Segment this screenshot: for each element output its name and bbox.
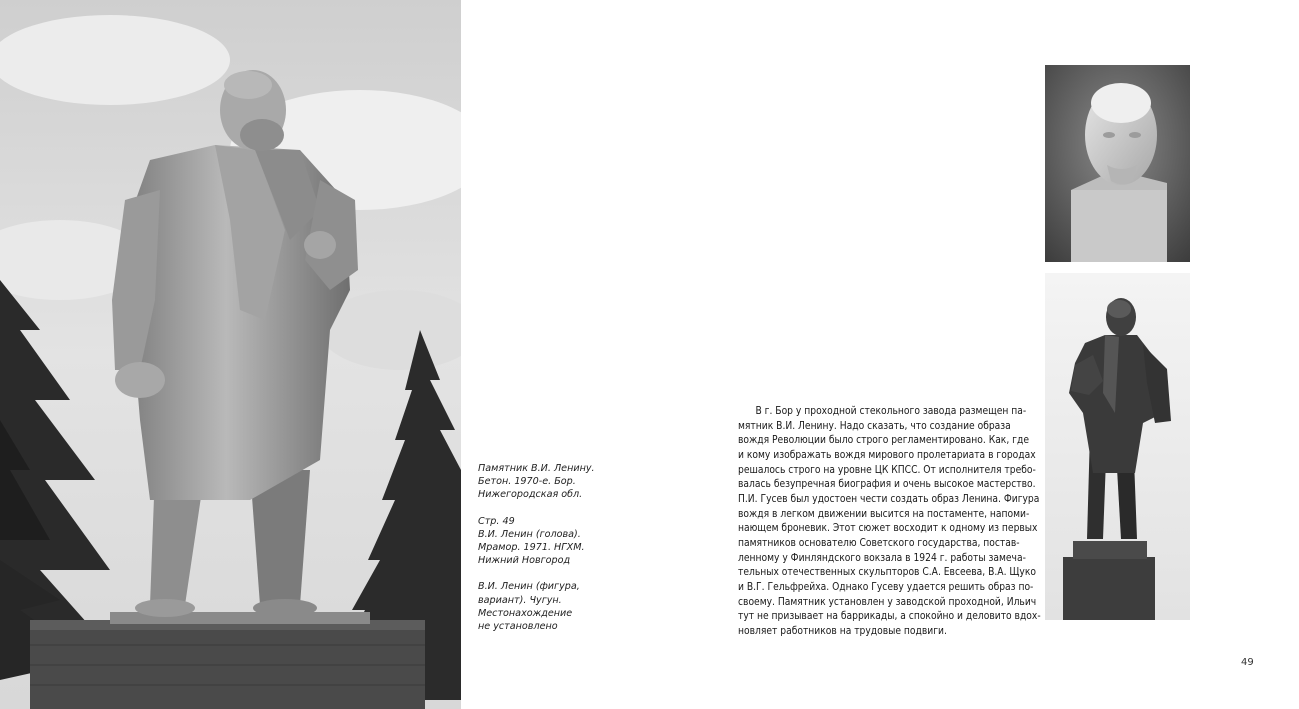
marble-head-photo: [1045, 65, 1190, 262]
caption-line: не установлено: [478, 621, 558, 633]
body-line: своему. Памятник установлен у заводской проходной, Ильич: [738, 596, 1037, 608]
monument-photo: [0, 0, 461, 709]
body-line: тельных отечественных скульпторов С.А. Евсеева, В.А. Щуко: [738, 567, 1036, 579]
caption-line: Местонахождение: [478, 607, 573, 619]
body-line: мятник В.И. Ленину. Надо сказать, что создание образа: [738, 420, 1011, 432]
caption-monument: [478, 462, 628, 502]
body-line: В г. Бор у проходной стекольного завода размещен па-: [738, 406, 1027, 417]
body-line: ленному у Финляндского вокзала в 1924 г. работы замеча-: [738, 552, 1026, 564]
body-line: тут не призывает на баррикады, а спокойно и деловито вдох-: [738, 611, 1041, 623]
body-line: и кому изображать вождя мирового пролетариата в городах: [738, 449, 1036, 461]
caption-line: Нижний Новгород: [478, 555, 571, 567]
body-text: [738, 405, 1041, 640]
body-line: валась безупречная биография и очень высокое мастерство.: [738, 479, 1036, 491]
body-line: вождя в легком движении высится на постаменте, напоми-: [738, 508, 1030, 520]
caption-line: Нижегородская обл.: [478, 489, 583, 501]
caption-line: Памятник В.И. Ленину.: [478, 463, 595, 474]
caption-line: Бетон. 1970-е. Бор.: [478, 476, 576, 488]
body-line: нающем броневик. Этот сюжет восходит к одному из первых: [738, 523, 1038, 535]
body-line: вождя Революции было строго регламентировано. Как, где: [738, 435, 1029, 447]
caption-line: вариант). Чугун.: [478, 594, 562, 606]
caption-head: [478, 515, 628, 568]
cast-iron-figure-photo: [1045, 273, 1190, 620]
caption-line: Стр. 49: [478, 515, 515, 527]
caption-line: В.И. Ленин (голова).: [478, 528, 581, 540]
page-number: 49: [1241, 657, 1254, 668]
body-line: решалось строго на уровне ЦК КПСС. От исполнителя требо-: [738, 464, 1036, 476]
captions: [478, 462, 628, 646]
caption-line: В.И. Ленин (фигура,: [478, 581, 580, 593]
caption-line: Мрамор. 1971. НГХМ.: [478, 542, 585, 554]
body-line: П.И. Гусев был удостоен чести создать образ Ленина. Фигура: [738, 493, 1040, 505]
body-line: и В.Г. Гельфрейха. Однако Гусеву удается решить образ по-: [738, 581, 1034, 593]
caption-figure: [478, 580, 628, 633]
body-line: новляет работников на трудовые подвиги.: [738, 625, 947, 637]
body-line: памятников основателю Советского государства, постав-: [738, 537, 1020, 549]
